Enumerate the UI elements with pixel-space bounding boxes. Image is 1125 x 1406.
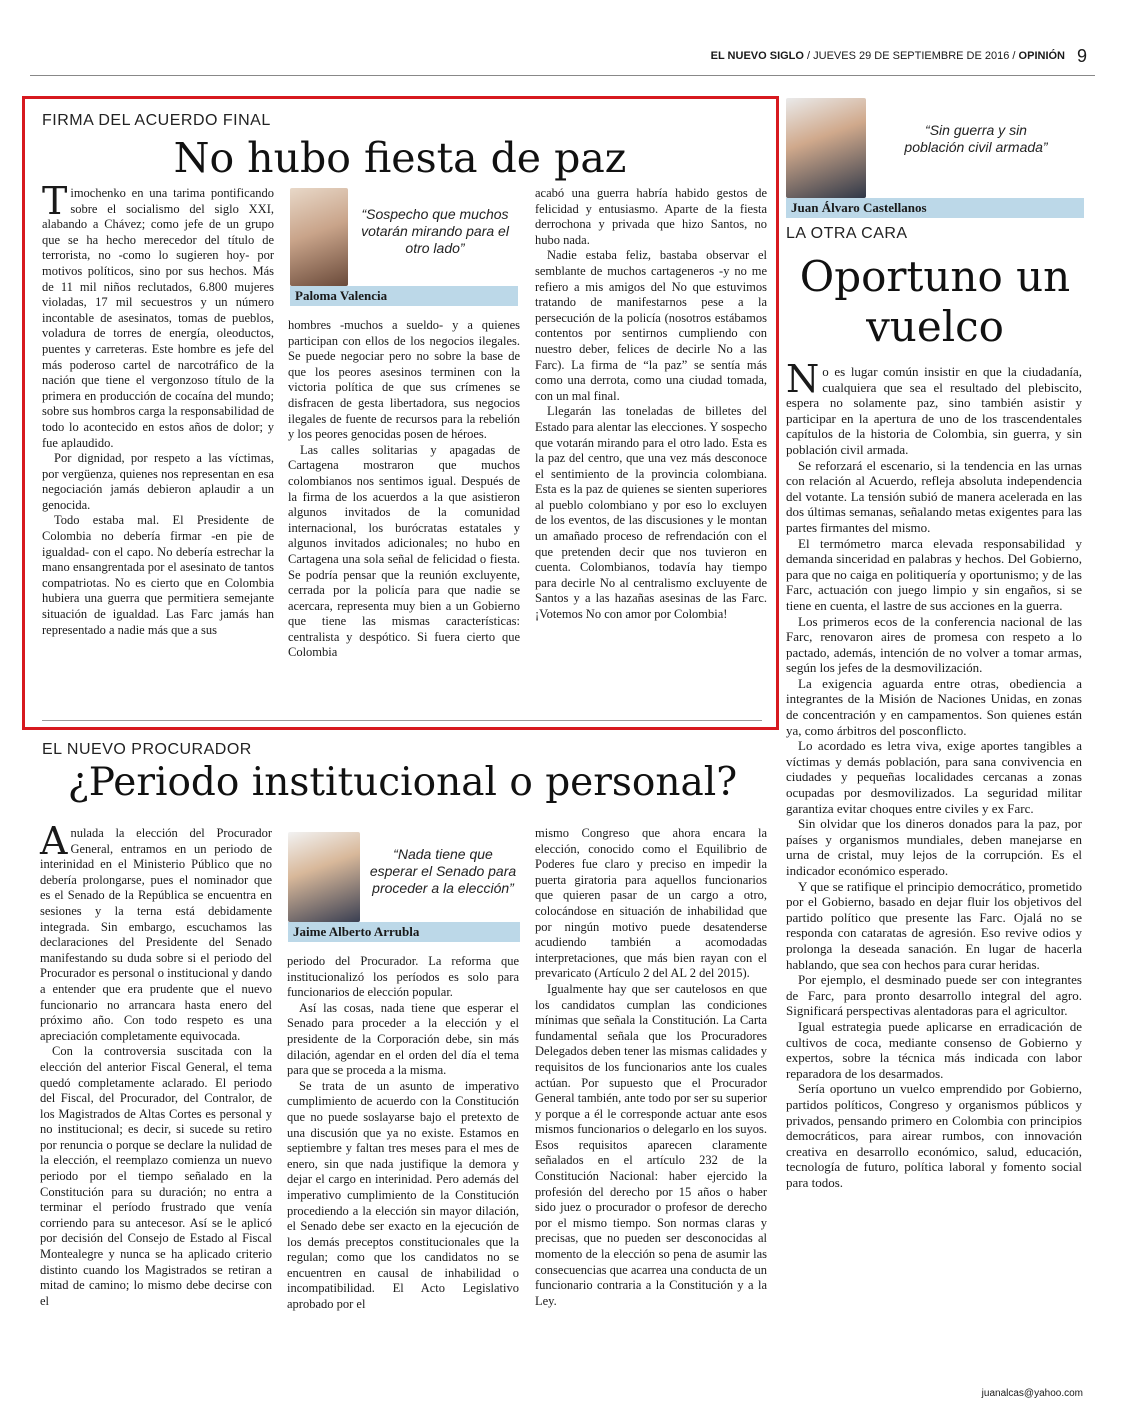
paragraph: La exigencia aguarda entre otras, obediencia a integrantes de la Misión de Naciones Unidas, en zonas de concentración y en campamentos. Son quienes están ya, como árbitros del posconflicto.	[786, 675, 1082, 738]
article1-col1	[42, 179, 274, 638]
pull-quote: “Sin guerra y sin población civil armada”	[904, 122, 1048, 155]
paragraph: Se trata de un asunto de imperativo cumplimiento de acuerdo con la Constitución que no puede soslayarse bajo el pretexto de una discusión que ya no existe. Estamos en septiembre y faltan tres meses para el mes de enero, sin que nada justifique la demora y dejar el cargo en interinidad. Pero además del imperativo cumplimiento de la Constitución procediendo a la elección sin mayor dilación, el Senado debe ser exacto en la ejecución de los demás preceptos constitucionales que la regulan; como que los candidatos no se encuentren en causal de inhabilidad o incompatibilidad. El Acto Legislativo aprobado por el	[287, 1078, 519, 1312]
article2-col2	[287, 954, 519, 1313]
paragraph: Igual estrategia puede aplicarse en erradicación de cultivos de coca, mediante consenso de Gobierno y expertos, sobre la técnica más indicada con labor reparadora de los desarmados.	[786, 1018, 1082, 1081]
paragraph: mismo Congreso que ahora encara la elección, conocido como el Equilibrio de Poderes fue claro y preciso en impedir la puerta giratoria para aquellos funcionarios que quieren pasar de un cargo a otro, colocándose en situación de inhabilidad que por ningún motivo puede desatenderse acudiendo también a acomodadas interpretaciones, que más bien rayan con el prevaricato (Artículo 2 del AL 2 del 2015).	[535, 826, 767, 981]
author-name: Paloma Valencia	[290, 286, 518, 306]
paragraph: Por ejemplo, el desminado puede ser con integrantes de Farc, para pronto desarrollo integral del agro. Significará perspectivas alentadoras para el agricultor.	[786, 972, 1082, 1019]
article1-section: FIRMA DEL ACUERDO FINAL	[42, 112, 271, 129]
author-photo	[786, 98, 866, 198]
drop-cap: T	[42, 179, 68, 223]
article3-pullbox	[786, 98, 1084, 218]
article3-section: LA OTRA CARA	[786, 225, 908, 242]
paragraph: Nadie estaba feliz, bastaba observar el semblante de muchos cartageneros -y no me refiero a mis amigos del No que estuvimos tratando de manifestarnos pese a la persecución de la policía (nosotros estábamos contentos por sentirnos cumpliendo con nuestro deber, felices de decirle No a las Farc). La firma de “la paz” se sentía más como una derrota, como una ciudad tomada, con un mal final.	[535, 248, 767, 403]
article2-title: ¿Periodo institucional o personal?	[67, 760, 738, 805]
paragraph: nulada la elección del Procurador General, entramos en un periodo de interinidad en el Ministerio Público que no debería prolongarse, pues el nominador que es el Senado de la República se encuentra en sesiones y la terna está debidamente integrada. Sin embargo, escuchamos las declaraciones del Presidente del Senado manifestando su duda sobre si el periodo del Procurador es personal o institucional y dando a entender que era prudente que el nuevo funcionario no arrancara hasta enero del próximo año. Con todo respeto es una apreciación completamente equivocada.	[40, 826, 272, 1043]
author-email[interactable]: juanalcas@yahoo.com	[981, 1388, 1083, 1399]
paragraph: Y que se ratifique el principio democrático, prometido por el Gobierno, basado en dejar fluir los objetivos del partido político que presente las Farc. Ojalá no se responda con cataratas de agresión. Eso revive odios y prolonga la deseada sanación. En lugar de hacerla hablando, que sea con hechos para curar heridas.	[786, 878, 1082, 972]
page-number: 9	[1076, 46, 1087, 66]
page-header: EL NUEVO SIGLO / JUEVES 29 DE SEPTIEMBRE DE 2016 / OPINIÓN	[710, 50, 1065, 62]
paragraph: Con la controversia suscitada con la elección del anterior Fiscal General, el tema quedó completamente aclarado. El periodo del Fiscal, del Procurador, del Contralor, de los Magistrados de Altas Cortes es personal y no institucional; es decir, si sucede su retiro por renuncia o porque se declare la nulidad de la elección, el reemplazo comienza un nuevo periodo por el tiempo señalado en la Constitución para su duración; no entra a terminar el período frustrado que venía corriendo para su antecesor. Así se le aplicó por decisión del Consejo de Estado al Fiscal Montealegre y nunca se ha aplicado criterio distinto cuando los Magistrados se retiran a mitad de camino; lo mismo debe decirse con el	[40, 1044, 272, 1308]
author-photo	[290, 188, 348, 286]
paragraph: hombres -muchos a sueldo- y a quienes participan con ellos de los negocios ilegales. Se puede negociar pero no sobre la base de que los peores asesinos terminen con la victoria política de que sus crímenes se disfracen de gesta libertadora, sus negocios ilegales de fuente de recursos para la rebelión y los peores genocidas posen de héroes.	[288, 318, 520, 442]
issue-date: JUEVES 29 DE SEPTIEMBRE DE 2016	[813, 50, 1010, 62]
section-name: OPINIÓN	[1018, 50, 1065, 62]
article3-body	[786, 357, 1082, 1190]
newspaper-name: EL NUEVO SIGLO	[710, 50, 804, 62]
header-rule	[30, 75, 1095, 76]
author-name: Juan Álvaro Castellanos	[786, 198, 1084, 218]
article2-pullbox	[288, 832, 520, 944]
article1-col3	[535, 186, 767, 623]
pull-quote: “Nada tiene que esperar el Senado para proceder a la elección”	[369, 846, 517, 896]
paragraph: Igualmente hay que ser cautelosos en que los candidatos cumplan las condiciones mínimas que señala la Constitución. La Carta fundamental señala que los Procuradores Delegados deben tener las mismas calidades y requisitos de los funcionarios ante los cuales actúan. Por supuesto que el Procurador General también, ante todo por ser su superior y porque a él le corresponde actuar ante esos mismos funcionarios o delegarlo en los suyos. Esos requisitos aparecen claramente señalados en el artículo 232 de la Constitución Nacional: haber ejercido la profesión del derecho por 15 años o haber sido juez o procurador o profesor de derecho por el mismo tiempo. Son normas claras y precisas, que no pueden ser desconocidas al momento de la elección so pena de asumir las consecuencias que acarrea una conducta de un funcionario contraria a la Constitución y a la Ley.	[535, 981, 767, 1308]
paragraph: periodo del Procurador. La reforma que institucionalizó los períodos es solo para funcionarios de elección popular.	[287, 954, 519, 1000]
paragraph: Se reforzará el escenario, si la tendencia en las urnas con relación al Acuerdo, refleja absoluta independencia del votante. La tensión subió de manera acelerada en las dos últimas semanas, señalando metas exigentes para las partes firmantes del mismo.	[786, 457, 1082, 535]
article3-title: Oportuno un vuelco	[799, 252, 1071, 351]
article2-col3	[535, 826, 767, 1309]
article2-col1	[40, 819, 272, 1309]
paragraph: Todo estaba mal. El Presidente de Colombia no debería firmar -en pie de igualdad- con el capo. No debería estrechar la mano ensangrentada por el asesinato de tantos compatriotas. No es cierto que en Colombia hubiera una guerra que permitiera semejante situación de igualdad. Las Farc jamás han representado a nadie más que a sus	[42, 513, 274, 637]
paragraph: imochenko en una tarima pontificando sobre el socialismo del siglo XXI, alabando a Chávez; como jefe de un grupo que se ha hecho merecedor del título de terrorista, no -como lo sugieren hoy- por motivos políticos, sino por sus hechos. Más de 11 mil niños reclutados, 6.800 mujeres violadas, 17 mil secuestros y un número incontable de asesinatos, tomas de pueblos, voladura de torres de energía, oleoductos, puentes y carreteras. Este hombre es jefe del más poderoso cartel de narcotráfico de la nación que tiene el vergonzoso título de la primera en producción de cocaína del mundo; sobre sus hombros carga la responsabilidad de todo lo acontecido en estos años de dolor; y fue aplaudido.	[42, 186, 274, 450]
paragraph: o es lugar común insistir en que la ciudadanía, cualquiera que sea el resultado del plebiscito, espera no solamente paz, sino también asistir y participar en la apertura de uno de los trascendentales capítulos de la historia de Colombia, sin guerra, y sin población civil armada.	[786, 364, 1082, 457]
drop-cap: A	[40, 819, 68, 863]
paragraph: Llegarán las toneladas de billetes del Estado para alentar las elecciones. Y sospecho que votarán mirando para el otro lado. Esta es la paz del centro, que una vez más desconoce el sentimiento de la provincia colombiana. Esta es la paz de quienes se sienten superiores al pueblo colombiano y por eso lo excluyen de los eventos, de las discusiones y le montan un amañado proceso de refrendación con el que pretenden decir que nos tuvieron en cuenta. Colombianos, todavía hay tiempo para decirle No al centralismo excluyente de Santos y a las hazañas asesinas de las Farc. ¡Votemos No con amor por Colombia!	[535, 404, 767, 622]
paragraph: Lo acordado es letra viva, exige aportes tangibles a víctimas y demás población, para sana convivencia en ciudades y pequeñas localidades cercanas a zonas ocupadas por desmovilizados. La seguridad militar garantiza evitar choques entre civiles y ex Farc.	[786, 738, 1082, 816]
drop-cap: N	[786, 357, 820, 401]
paragraph: El termómetro marca elevada responsabilidad y demanda sinceridad en palabras y hechos. Del Gobierno, para que no caiga en politiquería y oportunismo; y de las Farc, actuación con juego limpio y sin engaños, si se tiene en cuenta, el lastre de sus acciones en la guerra.	[786, 535, 1082, 613]
article2-section: EL NUEVO PROCURADOR	[42, 741, 252, 758]
article1-pullbox	[290, 188, 518, 306]
article1-col2	[288, 318, 520, 661]
pull-quote: “Sospecho que muchos votarán mirando para el otro lado”	[361, 206, 509, 256]
paragraph: Sin olvidar que los dineros donados para la paz, por países y organismos mundiales, deben manejarse en urna de cristal, muy lejos de la corrupción. Es el indicador económico esperado.	[786, 816, 1082, 878]
article1-title: No hubo fiesta de paz	[173, 134, 627, 182]
author-name: Jaime Alberto Arrubla	[288, 922, 520, 942]
author-photo	[288, 832, 360, 922]
paragraph: Así las cosas, nada tiene que esperar el Senado para proceder a la elección y el presidente de la Corporación debe, sin más dilación, agendar en el orden del día el tema para que se proceda a la misma.	[287, 1000, 519, 1078]
paragraph: Sería oportuno un vuelco emprendido por Gobierno, partidos políticos, Congreso y organismos públicos y privados, pensando primero en Colombia con principios democráticos, para airear rumbos, con innovación creativa en desarrollo económico, salud, educación, tecnología de futuro, política laboral y fomento social para todos.	[786, 1081, 1082, 1190]
paragraph: Las calles solitarias y apagadas de Cartagena mostraron que muchos colombianos nos sentimos igual. Después de la firma de los acuerdos a la que asistieron algunos invitados de la comunidad internacional, los burócratas estatales y algunos invitados adicionales; no hubo en Cartagena una sola señal de felicidad o fiesta. Se podría pensar que la reunión excluyente, cerrada por la policía para que nadie se acercara, representa muy bien a un Gobierno que tiene las mismas características: centralista y despótico. Si fuera cierto que Colombia	[288, 442, 520, 660]
paragraph: Por dignidad, por respeto a las víctimas, por vergüenza, quienes nos representan en esa negociación jamás debieron aplaudir a un genocida.	[42, 451, 274, 512]
article1-bottom-rule	[42, 720, 762, 721]
paragraph: Los primeros ecos de la conferencia nacional de las Farc, renovaron aires de promesa con respeto a lo pactado, además, intención de no volver a tomar armas, según los jefes de la desmovilización.	[786, 613, 1082, 676]
paragraph: acabó una guerra habría habido gestos de felicidad y entusiasmo. Aparte de la fiesta derrochona y privada que hizo Santos, no hubo nada.	[535, 186, 767, 247]
